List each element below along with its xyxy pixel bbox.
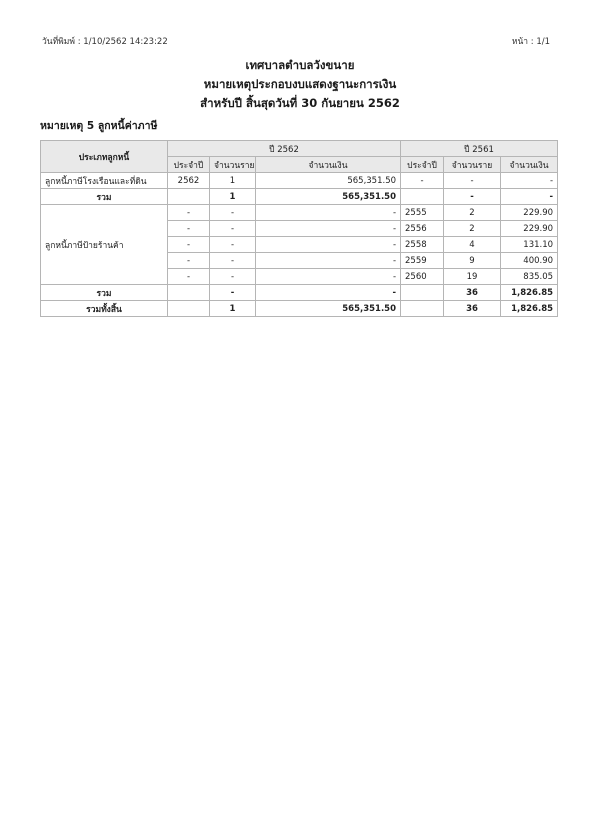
header-row-1 — [41, 141, 558, 157]
cell: - — [168, 205, 210, 221]
cell: 1,826.85 — [501, 285, 558, 301]
subtotal-row — [41, 189, 558, 205]
cell: - — [256, 205, 401, 221]
cell: - — [401, 173, 444, 189]
cell: 36 — [444, 301, 501, 317]
cell: 2 — [444, 221, 501, 237]
cell: - — [210, 285, 256, 301]
row-label: รวม — [41, 285, 168, 301]
cell: 2560 — [401, 269, 444, 285]
cell: - — [210, 253, 256, 269]
subtotal-row — [41, 285, 558, 301]
sub-count-a: จำนวนราย — [210, 157, 256, 173]
cell: - — [210, 269, 256, 285]
sub-amount-a: จำนวนเงิน — [256, 157, 401, 173]
report-titles — [0, 56, 600, 113]
cell: - — [210, 205, 256, 221]
cell: - — [444, 173, 501, 189]
report-title: หมายเหตุประกอบงบแสดงฐานะการเงิน — [203, 77, 397, 91]
cell: 835.05 — [501, 269, 558, 285]
cell: 9 — [444, 253, 501, 269]
cell: - — [168, 237, 210, 253]
row-label: ลูกหนี้ภาษีป้ายร้านค้า — [41, 205, 168, 285]
cell: 1 — [210, 301, 256, 317]
cell: 229.90 — [501, 205, 558, 221]
cell: - — [444, 189, 501, 205]
cell: - — [168, 253, 210, 269]
cell: 400.90 — [501, 253, 558, 269]
cell — [168, 285, 210, 301]
cell: 229.90 — [501, 221, 558, 237]
cell — [168, 301, 210, 317]
page-number: หน้า : 1/1 — [511, 37, 550, 47]
sub-year-a: ประจำปี — [168, 157, 210, 173]
cell: - — [501, 189, 558, 205]
cell: - — [256, 221, 401, 237]
cell: 2555 — [401, 205, 444, 221]
row-label: ลูกหนี้ภาษีโรงเรือนและที่ดิน — [41, 173, 168, 189]
table-row — [41, 173, 558, 189]
grand-total-row — [41, 301, 558, 317]
table-row — [41, 205, 558, 221]
cell — [168, 189, 210, 205]
cell — [401, 301, 444, 317]
cell: - — [256, 253, 401, 269]
print-date: วันที่พิมพ์ : 1/10/2562 14:23:22 — [42, 37, 168, 47]
cell: - — [168, 221, 210, 237]
report-period: สำหรับปี สิ้นสุดวันที่ 30 กันยายน 2562 — [200, 96, 400, 110]
cell: 2559 — [401, 253, 444, 269]
cell: - — [210, 237, 256, 253]
cell: 565,351.50 — [256, 301, 401, 317]
cell: - — [256, 269, 401, 285]
sub-year-b: ประจำปี — [401, 157, 444, 173]
sub-amount-b: จำนวนเงิน — [501, 157, 558, 173]
row-label: รวมทั้งสิ้น — [41, 301, 168, 317]
cell: 2562 — [168, 173, 210, 189]
org-name: เทศบาลตำบลวังขนาย — [245, 58, 355, 72]
row-label: รวม — [41, 189, 168, 205]
col-type-header: ประเภทลูกหนี้ — [41, 141, 168, 173]
cell: 565,351.50 — [256, 189, 401, 205]
cell: 1,826.85 — [501, 301, 558, 317]
cell: - — [168, 269, 210, 285]
cell: 4 — [444, 237, 501, 253]
cell: - — [501, 173, 558, 189]
sub-count-b: จำนวนราย — [444, 157, 501, 173]
cell: - — [210, 221, 256, 237]
cell: 2 — [444, 205, 501, 221]
cell: 36 — [444, 285, 501, 301]
cell — [401, 189, 444, 205]
cell: 19 — [444, 269, 501, 285]
cell: - — [256, 285, 401, 301]
cell: 131.10 — [501, 237, 558, 253]
cell: 1 — [210, 189, 256, 205]
year-b-header: ปี 2561 — [401, 141, 558, 157]
year-a-header: ปี 2562 — [168, 141, 401, 157]
receivables-table — [40, 140, 558, 317]
cell: - — [256, 237, 401, 253]
cell: 2556 — [401, 221, 444, 237]
cell: 2558 — [401, 237, 444, 253]
cell — [401, 285, 444, 301]
cell: 1 — [210, 173, 256, 189]
cell: 565,351.50 — [256, 173, 401, 189]
note-title: หมายเหตุ 5 ลูกหนี้ค่าภาษี — [40, 120, 158, 132]
